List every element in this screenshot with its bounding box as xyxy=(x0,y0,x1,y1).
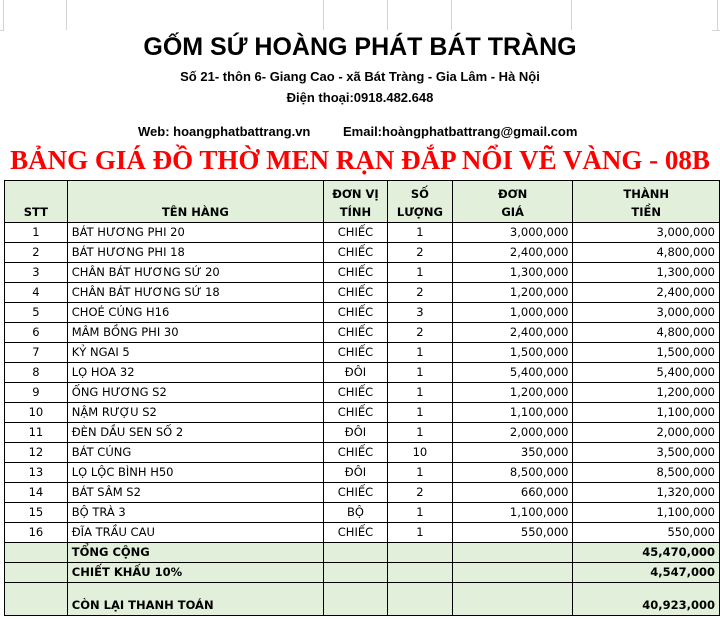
row-stt: 13 xyxy=(5,463,68,483)
gridline xyxy=(717,0,718,30)
row-unit: BỘ xyxy=(324,503,388,523)
table-row xyxy=(5,323,720,343)
row-unit: ĐÔI xyxy=(324,363,388,383)
row-unit-price: 660,000 xyxy=(452,483,573,503)
discount-label: CHIẾT KHẤU 10% xyxy=(67,563,323,583)
row-unit: ĐÔI xyxy=(324,423,388,443)
row-name: NẬM RƯỢU S2 xyxy=(67,403,323,423)
empty-cell xyxy=(324,543,388,563)
row-total: 550,000 xyxy=(573,523,720,543)
row-quantity: 2 xyxy=(387,243,452,263)
row-stt: 2 xyxy=(5,243,68,263)
empty-cell xyxy=(452,563,573,583)
row-unit: CHIẾC xyxy=(324,343,388,363)
row-total: 4,800,000 xyxy=(573,323,720,343)
empty-cell xyxy=(387,543,452,563)
row-stt: 6 xyxy=(5,323,68,343)
row-stt: 3 xyxy=(5,263,68,283)
row-name: ĐĨA TRẦU CAU xyxy=(67,523,323,543)
row-stt: 15 xyxy=(5,503,68,523)
row-unit-price: 1,000,000 xyxy=(452,303,573,323)
row-quantity: 1 xyxy=(387,523,452,543)
row-unit: ĐÔI xyxy=(324,463,388,483)
row-quantity: 1 xyxy=(387,223,452,243)
row-total: 3,000,000 xyxy=(573,303,720,323)
column-header-unit-price: ĐƠN GIÁ xyxy=(452,181,573,223)
summary-row-remaining xyxy=(5,583,720,616)
row-unit-price: 1,100,000 xyxy=(452,503,573,523)
row-name: CHOÉ CÚNG H16 xyxy=(67,303,323,323)
remaining-value: 40,923,000 xyxy=(573,583,720,616)
row-unit-price: 2,400,000 xyxy=(452,243,573,263)
column-header-quantity: SỐ LƯỢNG xyxy=(387,181,452,223)
row-name: MÂM BỒNG PHI 30 xyxy=(67,323,323,343)
discount-value: 4,547,000 xyxy=(573,563,720,583)
row-stt: 9 xyxy=(5,383,68,403)
row-quantity: 1 xyxy=(387,423,452,443)
row-unit: CHIẾC xyxy=(324,403,388,423)
row-unit: CHIẾC xyxy=(324,283,388,303)
row-unit-price: 1,500,000 xyxy=(452,343,573,363)
row-name: CHÂN BÁT HƯƠNG SỨ 18 xyxy=(67,283,323,303)
gridline xyxy=(66,0,67,30)
row-unit-price: 1,100,000 xyxy=(452,403,573,423)
price-table xyxy=(4,180,720,616)
row-unit-price: 1,200,000 xyxy=(452,283,573,303)
row-unit: CHIẾC xyxy=(324,223,388,243)
row-unit-price: 3,000,000 xyxy=(452,223,573,243)
row-unit: CHIẾC xyxy=(324,483,388,503)
table-row xyxy=(5,443,720,463)
row-quantity: 1 xyxy=(387,403,452,423)
row-total: 8,500,000 xyxy=(573,463,720,483)
empty-cell xyxy=(452,543,573,563)
row-name: BÁT HƯƠNG PHI 20 xyxy=(67,223,323,243)
table-row xyxy=(5,283,720,303)
row-stt: 14 xyxy=(5,483,68,503)
column-header-total: THÀNH TIỀN xyxy=(573,181,720,223)
company-address: Số 21- thôn 6- Giang Cao - xã Bát Tràng - Gia Lâm - Hà Nội xyxy=(180,69,540,84)
row-quantity: 2 xyxy=(387,483,452,503)
row-name: BÁT HƯƠNG PHI 18 xyxy=(67,243,323,263)
table-header-row xyxy=(5,181,720,223)
row-stt: 10 xyxy=(5,403,68,423)
empty-cell xyxy=(5,563,68,583)
row-total: 2,000,000 xyxy=(573,423,720,443)
row-quantity: 1 xyxy=(387,463,452,483)
table-row xyxy=(5,263,720,283)
empty-cell xyxy=(324,563,388,583)
row-stt: 5 xyxy=(5,303,68,323)
row-stt: 4 xyxy=(5,283,68,303)
row-name: BÁT SÂM S2 xyxy=(67,483,323,503)
table-row xyxy=(5,363,720,383)
total-value: 45,470,000 xyxy=(573,543,720,563)
row-quantity: 1 xyxy=(387,503,452,523)
empty-cell xyxy=(452,583,573,616)
row-quantity: 1 xyxy=(387,383,452,403)
total-label: TỔNG CỘNG xyxy=(67,543,323,563)
price-list-title: BẢNG GIÁ ĐỒ THỜ MEN RẠN ĐẮP NỔI VẼ VÀNG - 08B xyxy=(10,145,710,175)
row-unit-price: 2,400,000 xyxy=(452,323,573,343)
row-quantity: 10 xyxy=(387,443,452,463)
row-unit-price: 8,500,000 xyxy=(452,463,573,483)
row-name: ỐNG HƯƠNG S2 xyxy=(67,383,323,403)
company-phone: Điện thoại:0918.482.648 xyxy=(286,90,434,105)
gridline xyxy=(571,0,572,30)
table-row xyxy=(5,403,720,423)
row-quantity: 2 xyxy=(387,283,452,303)
table-row xyxy=(5,523,720,543)
row-quantity: 1 xyxy=(387,343,452,363)
row-unit-price: 5,400,000 xyxy=(452,363,573,383)
row-total: 1,100,000 xyxy=(573,403,720,423)
column-header-unit: ĐƠN VỊ TÍNH xyxy=(324,181,388,223)
row-name: LỌ HOA 32 xyxy=(67,363,323,383)
row-quantity: 3 xyxy=(387,303,452,323)
row-name: BỘ TRÀ 3 xyxy=(67,503,323,523)
row-total: 3,000,000 xyxy=(573,223,720,243)
column-header-name: TÊN HÀNG xyxy=(67,181,323,223)
table-row xyxy=(5,383,720,403)
row-stt: 7 xyxy=(5,343,68,363)
table-row xyxy=(5,223,720,243)
row-unit: CHIẾC xyxy=(324,303,388,323)
gridline xyxy=(387,0,388,30)
row-unit-price: 550,000 xyxy=(452,523,573,543)
row-total: 1,100,000 xyxy=(573,503,720,523)
row-unit-price: 1,300,000 xyxy=(452,263,573,283)
remaining-label: CÒN LẠI THANH TOÁN xyxy=(67,583,323,616)
table-row xyxy=(5,343,720,363)
row-stt: 8 xyxy=(5,363,68,383)
row-unit: CHIẾC xyxy=(324,323,388,343)
row-stt: 1 xyxy=(5,223,68,243)
row-unit: CHIẾC xyxy=(324,523,388,543)
company-name: GỐM SỨ HOÀNG PHÁT BÁT TRÀNG xyxy=(143,33,577,61)
row-name: LỌ LỘC BÌNH H50 xyxy=(67,463,323,483)
summary-row-total xyxy=(5,543,720,563)
column-header-stt: STT xyxy=(5,181,68,223)
empty-cell xyxy=(387,583,452,616)
row-unit-price: 350,000 xyxy=(452,443,573,463)
row-unit: CHIẾC xyxy=(324,383,388,403)
row-stt: 11 xyxy=(5,423,68,443)
row-quantity: 2 xyxy=(387,323,452,343)
row-total: 5,400,000 xyxy=(573,363,720,383)
row-unit-price: 2,000,000 xyxy=(452,423,573,443)
row-total: 1,500,000 xyxy=(573,343,720,363)
row-unit-price: 1,200,000 xyxy=(452,383,573,403)
table-row xyxy=(5,423,720,443)
table-row xyxy=(5,303,720,323)
row-name: KỶ NGAI 5 xyxy=(67,343,323,363)
row-name: CHÂN BÁT HƯƠNG SỨ 20 xyxy=(67,263,323,283)
table-row xyxy=(5,503,720,523)
empty-cell xyxy=(5,543,68,563)
gridline xyxy=(3,0,4,30)
company-website: Web: hoangphatbattrang.vn xyxy=(138,124,311,139)
table-row xyxy=(5,483,720,503)
row-total: 4,800,000 xyxy=(573,243,720,263)
row-stt: 12 xyxy=(5,443,68,463)
empty-cell xyxy=(5,583,68,616)
row-name: BÁT CÚNG xyxy=(67,443,323,463)
row-total: 1,320,000 xyxy=(573,483,720,503)
row-total: 3,500,000 xyxy=(573,443,720,463)
summary-row-discount xyxy=(5,563,720,583)
gridline xyxy=(451,0,452,30)
row-total: 1,300,000 xyxy=(573,263,720,283)
row-unit: CHIẾC xyxy=(324,243,388,263)
empty-cell xyxy=(324,583,388,616)
company-email: Email:hoàngphatbattrang@gmail.com xyxy=(343,124,578,139)
row-unit: CHIẾC xyxy=(324,443,388,463)
row-unit: CHIẾC xyxy=(324,263,388,283)
row-total: 1,200,000 xyxy=(573,383,720,403)
table-row xyxy=(5,463,720,483)
row-stt: 16 xyxy=(5,523,68,543)
row-total: 2,400,000 xyxy=(573,283,720,303)
table-row xyxy=(5,243,720,263)
row-name: ĐÈN DẦU SEN SỐ 2 xyxy=(67,423,323,443)
row-quantity: 1 xyxy=(387,263,452,283)
row-quantity: 1 xyxy=(387,363,452,383)
gridline xyxy=(323,0,324,30)
empty-cell xyxy=(387,563,452,583)
